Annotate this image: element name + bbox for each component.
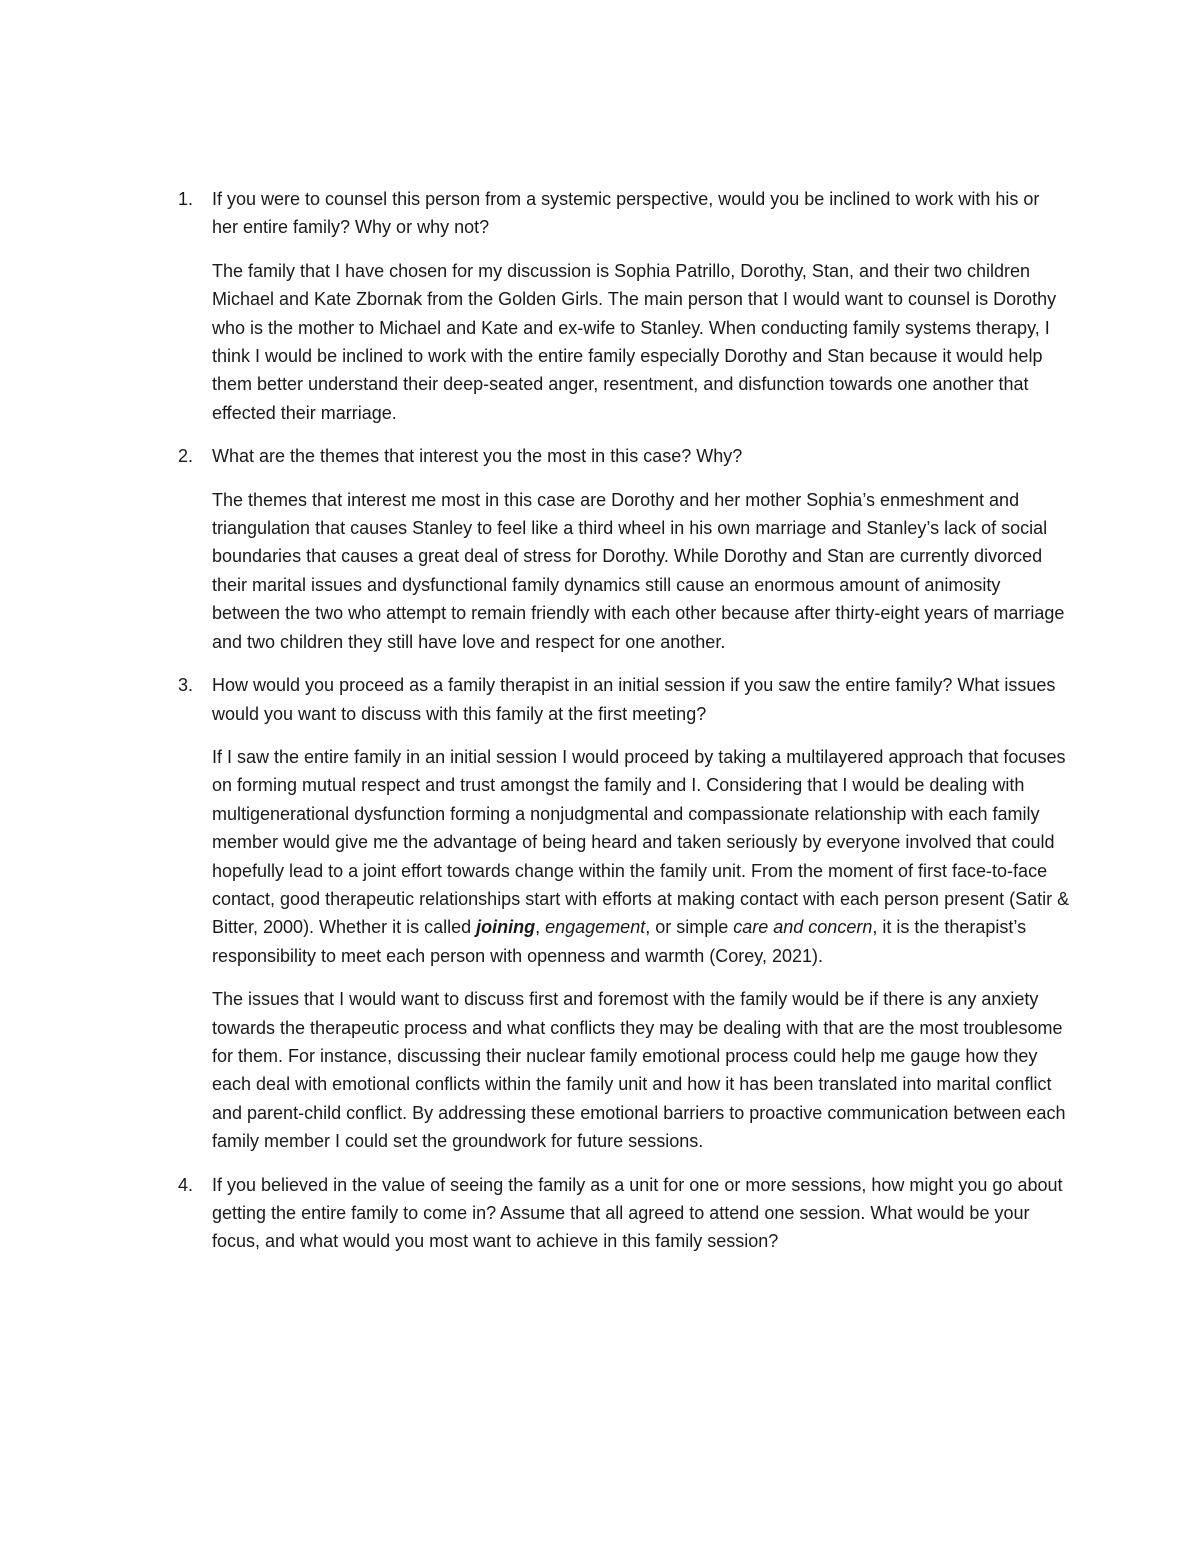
question-number: 4. [178, 1174, 194, 1195]
answer-text-before: If I saw the entire family in an initial session I would proceed by taking a multilayered approach that focuses on forming mutual respect and trust amongst the family and I. Considering that I would be dealing with multigenerational dysfunction forming a nonjudgmental and compassionate relationship with each family member would give me the advantage of being heard and taken seriously by everyone involved that could hopefully lead to a joint effort towards change within the family unit. From the moment of first face-to-face contact, good therapeutic relationships start with efforts at making contact with each person present (Satir & Bitter, 2000). Whether it is called [212, 746, 1070, 938]
term-engagement: engagement [545, 917, 646, 938]
question-item-4 [170, 1171, 1070, 1256]
term-care-and-concern: care and concern [733, 917, 873, 938]
question-number: 2. [178, 446, 194, 467]
answer-text-after: , it is the therapist’s responsibility to meet each person with openness and warmth (Corey, 2021). [212, 917, 1027, 966]
answer-paragraph: The family that I have chosen for my discussion is Sophia Patrillo, Dorothy, Stan, and their two children Michael and Kate Zbornak from the Golden Girls. The main person that I would want to counsel is Dorothy who is the mother to Michael and Kate and ex-wife to Stanley. When conducting family systems therapy, I think I would be inclined to work with the entire family especially Dorothy and Stan because it would help them better understand their deep-seated anger, resentment, and disfunction towards one another that effected their marriage. [212, 260, 1057, 423]
answer-paragraph-rich [212, 743, 1070, 970]
question-item-1 [170, 185, 1070, 427]
question-item-3 [170, 671, 1070, 1156]
question-text: If you believed in the value of seeing the family as a unit for one or more sessions, how might you go about getting the entire family to come in? Assume that all agreed to attend one session. What would be your focus, and what would you most want to achieve in this family session? [212, 1174, 1063, 1252]
answer-paragraph: The themes that interest me most in this case are Dorothy and her mother Sophia’s enmeshment and triangulation that causes Stanley to feel like a third wheel in his own marriage and Stanley’s lack of social boundaries that causes a great deal of stress for Dorothy. While Dorothy and Stan are currently divorced their marital issues and dysfunctional family dynamics still cause an enormous amount of animosity between the two who attempt to remain friendly with each other because after thirty-eight years of marriage and two children they still have love and respect for one another. [212, 489, 1065, 652]
question-list [170, 185, 1070, 1256]
question-number: 3. [178, 675, 194, 696]
question-text: What are the themes that interest you the most in this case? Why? [212, 446, 743, 467]
answer-separator: , or simple [645, 917, 734, 938]
question-text: How would you proceed as a family therapist in an initial session if you saw the entire family? What issues would you want to discuss with this family at the first meeting? [212, 675, 1056, 724]
question-number: 1. [178, 189, 194, 209]
question-item-2 [170, 442, 1070, 656]
question-text: If you were to counsel this person from a systemic perspective, would you be inclined to work with his or her entire family? Why or why not? [212, 189, 1040, 238]
answer-paragraph: The issues that I would want to discuss first and foremost with the family would be if there is any anxiety towards the therapeutic process and what conflicts they may be dealing with that are the most troublesome for them. For instance, discussing their nuclear family emotional process could help me gauge how they each deal with emotional conflicts within the family unit and how it has been translated into marital conflict and parent-child conflict. By addressing these emotional barriers to proactive communication between each family member I could set the groundwork for future sessions. [212, 989, 1066, 1152]
term-joining: joining [476, 917, 536, 938]
answer-separator: , [535, 917, 546, 938]
